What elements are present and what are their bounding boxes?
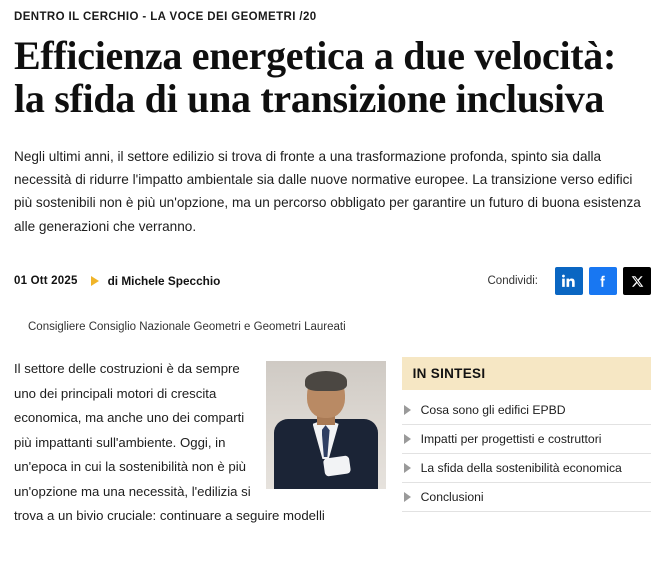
share-facebook-button[interactable] [589,267,617,295]
summary-list [402,396,651,512]
summary-item-label: Impatti per progettisti e costruttori [420,432,602,447]
share-bar [488,267,652,295]
article-meta [14,266,651,296]
portrait-hair [305,371,347,391]
page-title: Efficienza energetica a due velocità: la sfida di una transizione inclusiva [14,33,617,121]
triangle-right-icon [404,405,411,415]
author-portrait [266,361,386,489]
share-x-button[interactable] [623,267,651,295]
article-body-column [14,357,388,529]
article-kicker: DENTRO IL CERCHIO - LA VOCE DEI GEOMETRI /20 [14,11,317,23]
x-twitter-icon [631,275,644,288]
triangle-right-icon [91,276,99,286]
share-linkedin-button[interactable] [555,267,583,295]
summary-item-label: Cosa sono gli edifici EPBD [420,403,566,418]
share-label: Condividi: [487,275,538,288]
triangle-right-icon [404,434,411,444]
summary-item-label: Conclusioni [420,490,484,505]
portrait-cuff [322,455,350,476]
article-columns [14,357,651,529]
triangle-right-icon [404,463,411,473]
triangle-right-icon [404,492,411,502]
summary-item-label: La sfida della sostenibilità economica [420,461,622,476]
list-item[interactable] [402,396,651,425]
summary-title: IN SINTESI [402,357,651,390]
author-role: Consigliere Consiglio Nazionale Geometri e Geometri Laureati [28,321,346,334]
list-item[interactable] [402,483,651,512]
article-body-paragraph: Il settore delle costruzioni è da sempre uno dei principali motori di crescita economica, ma anche uno dei comparti più impattanti sull'ambiente. Oggi, in un'epoca in cui la sostenibilità non è più un'opzione ma una necessità, l'edilizia si trova a un bivio cruciale: continuare a seguire modelli [14,361,325,524]
summary-column [402,357,651,529]
list-item[interactable] [402,454,651,483]
facebook-icon [596,274,610,288]
publish-date: 01 Ott 2025 [14,275,78,288]
article-standfirst: Negli ultimi anni, il settore edilizio si trova di fronte a una trasformazione profonda, spinto sia dalla necessità di ridurre l'impatto ambientale sia dalle nuove normative europee. La transizione verso edifici più sostenibili non è più un'opzione, ma un percorso obbligato per garantire un futuro di buona esistenza alle generazioni che verranno. [14,148,641,234]
list-item[interactable] [402,425,651,454]
linkedin-icon [562,274,576,288]
article-author: di Michele Specchio [107,274,221,289]
